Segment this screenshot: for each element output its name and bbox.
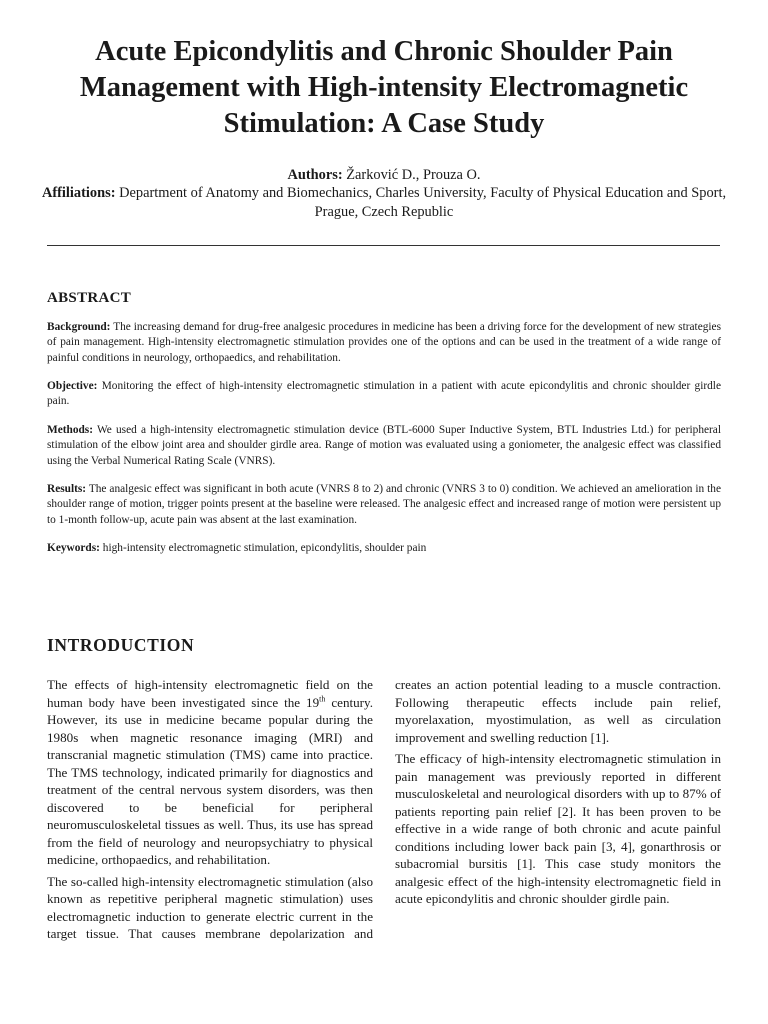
- objective-text: Monitoring the effect of high-intensity electromagnetic stimulation in a patient with acute epicondylitis and chronic shoulder girdle pain.: [47, 380, 721, 408]
- affiliations-text: Department of Anatomy and Biomechanics, Charles University, Faculty of Physical Education and Sport, Prague, Czech Republic: [119, 185, 727, 220]
- abstract-background: [47, 320, 721, 366]
- introduction-paragraph-3: The efficacy of high-intensity electromagnetic stimulation in pain management was previously reported in different musculoskeletal and neurological disorders with up to 87% of patients reporting pain relief [2]. It has been proven to be effective in a wide range of both chronic and acute painful conditions including lower back pain [3, 4], gonarthrosis or subacromial bursitis [1]. This case study monitors the analgesic effect of the high-intensity electromagnetic field in acute epicondylitis and chronic shoulder girdle pain.: [395, 751, 721, 906]
- methods-text: We used a high-intensity electromagnetic stimulation device (BTL-6000 Super Inductive System, BTL Industries Ltd.) for peripheral stimulation of the elbow joint area and shoulder girdle area. Range of motion was evaluated using a goniometer, the analgesic effect was classified using the Verbal Numerical Rating Scale (VNRS).: [47, 424, 721, 467]
- abstract-methods: [47, 423, 721, 469]
- results-text: The analgesic effect was significant in both acute (VNRS 8 to 2) and chronic (VNRS 3 to 0) condition. We achieved an amelioration in the shoulder range of motion, trigger points present at the baseline were released. The analgesic effect and increased range of motion were persistent up to 1-month follow-up, acute pain was absent at the last examination.: [47, 483, 721, 526]
- abstract-keywords: [47, 541, 721, 556]
- abstract-heading: ABSTRACT: [47, 290, 132, 306]
- title-line: Stimulation: A Case Study: [223, 108, 545, 139]
- intro-p1-text-b: century. However, its use in medicine became popular during the 1980s when magnetic resonance imaging (MRI) and transcranial magnetic stimulation (TMS) came into practice. The TMS technology, indicated primarily for diagnostics and treatment of the central nervous system disorders, was then discovered to be beneficial for peripheral neuromusculoskeletal tissues as well. Thus, its use has spread from the field of neurology and neuropsychiatry to physical medicine, orthopaedics, and rehabilitation.: [47, 694, 374, 867]
- paper-title: [40, 34, 728, 142]
- background-text: The increasing demand for drug-free analgesic procedures in medicine has been a driving force for the development of new strategies of pain management. High-intensity electromagnetic stimulation provides one of the options and can be used in the treatment of a wide range of painful conditions in neurology, orthopaedics, and rehabilitation.: [47, 321, 721, 364]
- affiliations-line: [40, 184, 728, 222]
- authors-label: Authors:: [287, 167, 343, 183]
- introduction-column-left: [47, 676, 373, 947]
- abstract-objective: [47, 379, 721, 410]
- header-divider: [47, 245, 720, 246]
- title-line: Acute Epicondylitis and Chronic Shoulder Pain: [95, 36, 673, 67]
- methods-label: Methods:: [47, 424, 94, 436]
- introduction-column-right: [395, 676, 721, 912]
- intro-p1-text-a: The effects of high-intensity electromagnetic field on the human body have been investigated since the 19: [47, 677, 373, 710]
- keywords-text: high-intensity electromagnetic stimulation, epicondylitis, shoulder pain: [102, 542, 427, 554]
- introduction-paragraph-2-continued: creates an action potential leading to a muscle contraction. Following therapeutic effects include pain relief, myorelaxation, myostimulation, as well as circulation improvement and swelling reduction [1].: [395, 677, 721, 745]
- affiliations-label: Affiliations:: [41, 185, 116, 201]
- abstract-results: [47, 482, 721, 528]
- keywords-label: Keywords:: [47, 542, 100, 554]
- authors-line: [0, 166, 768, 184]
- introduction-heading: INTRODUCTION: [47, 635, 195, 655]
- intro-p1-superscript: th: [319, 694, 326, 704]
- title-line: Management with High-intensity Electromagnetic: [79, 72, 689, 103]
- results-label: Results:: [47, 483, 87, 495]
- introduction-paragraph-1: [47, 676, 373, 869]
- authors-names: Žarković D., Prouza O.: [346, 167, 481, 183]
- objective-label: Objective:: [47, 380, 98, 392]
- introduction-paragraph-2: The so-called high-intensity electromagnetic stimulation (also known as repetitive peripheral magnetic stimulation) uses electromagnetic induction to generate electric current in the target tissue. That causes membrane depolarization and: [47, 873, 373, 941]
- background-label: Background:: [47, 321, 111, 333]
